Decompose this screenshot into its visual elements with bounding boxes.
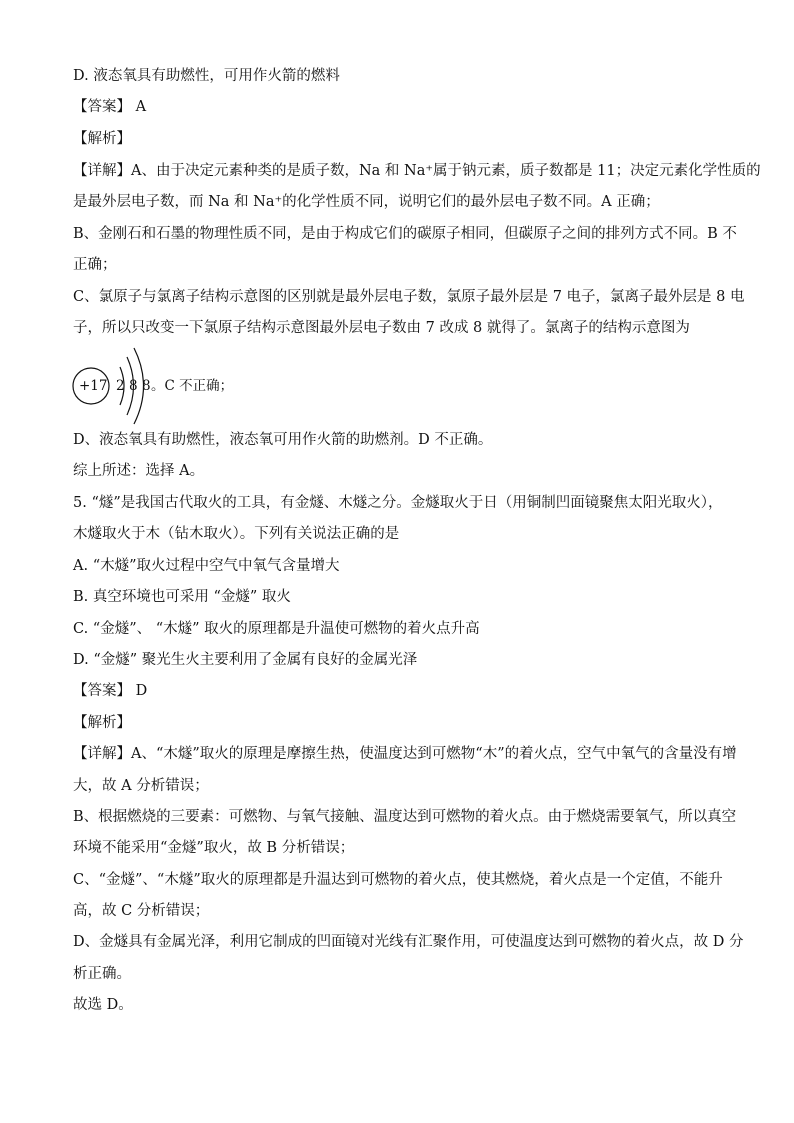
line-text: C、“金燧”、“木燧”取火的原理都是升温达到可燃物的着火点，使其燃烧，着火点是一个定值，不能升 [73,872,723,888]
line-text: A、由于决定元素种类的是质子数，Na 和 Na⁺属于钠元素，质子数都是 11；决定元素化学性质的 [131,163,761,179]
paragraph-line [73,287,745,307]
option-c [73,619,723,639]
paragraph-line [73,318,723,338]
paragraph-line [73,224,737,244]
summary-line [73,461,723,481]
shell-3-electrons: 8 [142,378,151,394]
line-text: 子，所以只改变一下氯原子结构示意图最外层电子数由 7 改成 8 就得了。氯离子的结构示意图为 [73,320,690,336]
question-5-stem [73,493,723,513]
line-text: 是最外层电子数，而 Na 和 Na⁺的化学性质不同，说明它们的最外层电子数不同。A 正确； [73,194,660,210]
paragraph-line [73,430,723,450]
paragraph-line [73,838,723,858]
line-text: 环境不能采用“金燧”取火，故 B 分析错误； [73,840,355,856]
line-text: 5. “燧”是我国古代取火的工具，有金燧、木燧之分。金燧取火于日（用铜制凹面镜聚焦太阳光取火）， [73,495,723,511]
answer-line [73,681,723,701]
line-text: C、氯原子与氯离子结构示意图的区别就是最外层电子数，氯原子最外层是 7 电子，氯离子最外层是 8 电 [73,289,745,305]
diagram-conclusion-text: 。C 不正确； [151,378,234,394]
line-text: 木燧取火于木（钻木取火）。下列有关说法正确的是 [73,526,400,542]
line-text: B、金刚石和石墨的物理性质不同，是由于构成它们的碳原子相同，但碳原子之间的排列方式不同。B 不 [73,226,737,242]
paragraph-line [73,807,737,827]
line-text: D、金燧具有金属光泽，利用它制成的凹面镜对光线有汇聚作用，可使温度达到可燃物的着火点，故 D 分 [73,934,744,950]
question-5-stem [73,524,723,544]
line-text: D. 液态氧具有助燃性，可用作火箭的燃料 [73,68,340,84]
line-text: C. “金燧”、 “木燧” 取火的原理都是升温使可燃物的着火点升高 [73,621,480,637]
detail-tag: 【详解】 [73,746,131,762]
answer-tag: 【答案】 [73,99,131,115]
analysis-tag: 【解析】 [73,131,131,147]
paragraph-line [73,255,723,275]
shell-2-electrons: 8 [129,378,138,394]
option-b [73,587,723,607]
analysis-tag: 【解析】 [73,715,131,731]
analysis-heading [73,129,723,149]
line-text: A. “木燧”取火过程中空气中氧气含量增大 [73,558,340,574]
answer-tag: 【答案】 [73,683,131,699]
line-text: 高，故 C 分析错误； [73,903,210,919]
line-text: A、“木燧”取火的原理是摩擦生热，使温度达到可燃物“木”的着火点，空气中氧气的含量没有增 [131,746,737,762]
detail-line [73,744,737,764]
analysis-heading [73,713,723,733]
line-text: B、根据燃烧的三要素：可燃物、与氧气接触、温度达到可燃物的着火点。由于燃烧需要氧气，所以真空 [73,809,737,825]
answer-value: A [135,99,147,115]
line-text: D. “金燧” 聚光生火主要利用了金属有良好的金属光泽 [73,652,418,668]
line-text: 正确； [73,257,117,273]
nucleus-charge-label: +17 [79,378,108,394]
paragraph-line [73,901,723,921]
answer-line [73,97,723,117]
conclusion-line [73,995,723,1015]
option-a [73,556,723,576]
shell-1-electrons: 2 [116,378,125,394]
line-text: 故选 D。 [73,997,133,1013]
option-d-previous [73,66,723,86]
paragraph-line [73,964,723,984]
answer-value: D [135,683,148,699]
line-text: B. 真空环境也可采用 “金燧” 取火 [73,589,291,605]
detail-line [73,161,761,181]
line-text: 大，故 A 分析错误； [73,778,209,794]
option-d [73,650,723,670]
paragraph-line [73,776,723,796]
chloride-ion-diagram [68,345,248,427]
detail-tag: 【详解】 [73,163,131,179]
line-text: D、液态氧具有助燃性，液态氧可用作火箭的助燃剂。D 不正确。 [73,432,493,448]
paragraph-line [73,192,723,212]
paragraph-line [73,870,723,890]
line-text: 综上所述：选择 A。 [73,463,205,479]
line-text: 析正确。 [73,966,131,982]
paragraph-line [73,932,744,952]
